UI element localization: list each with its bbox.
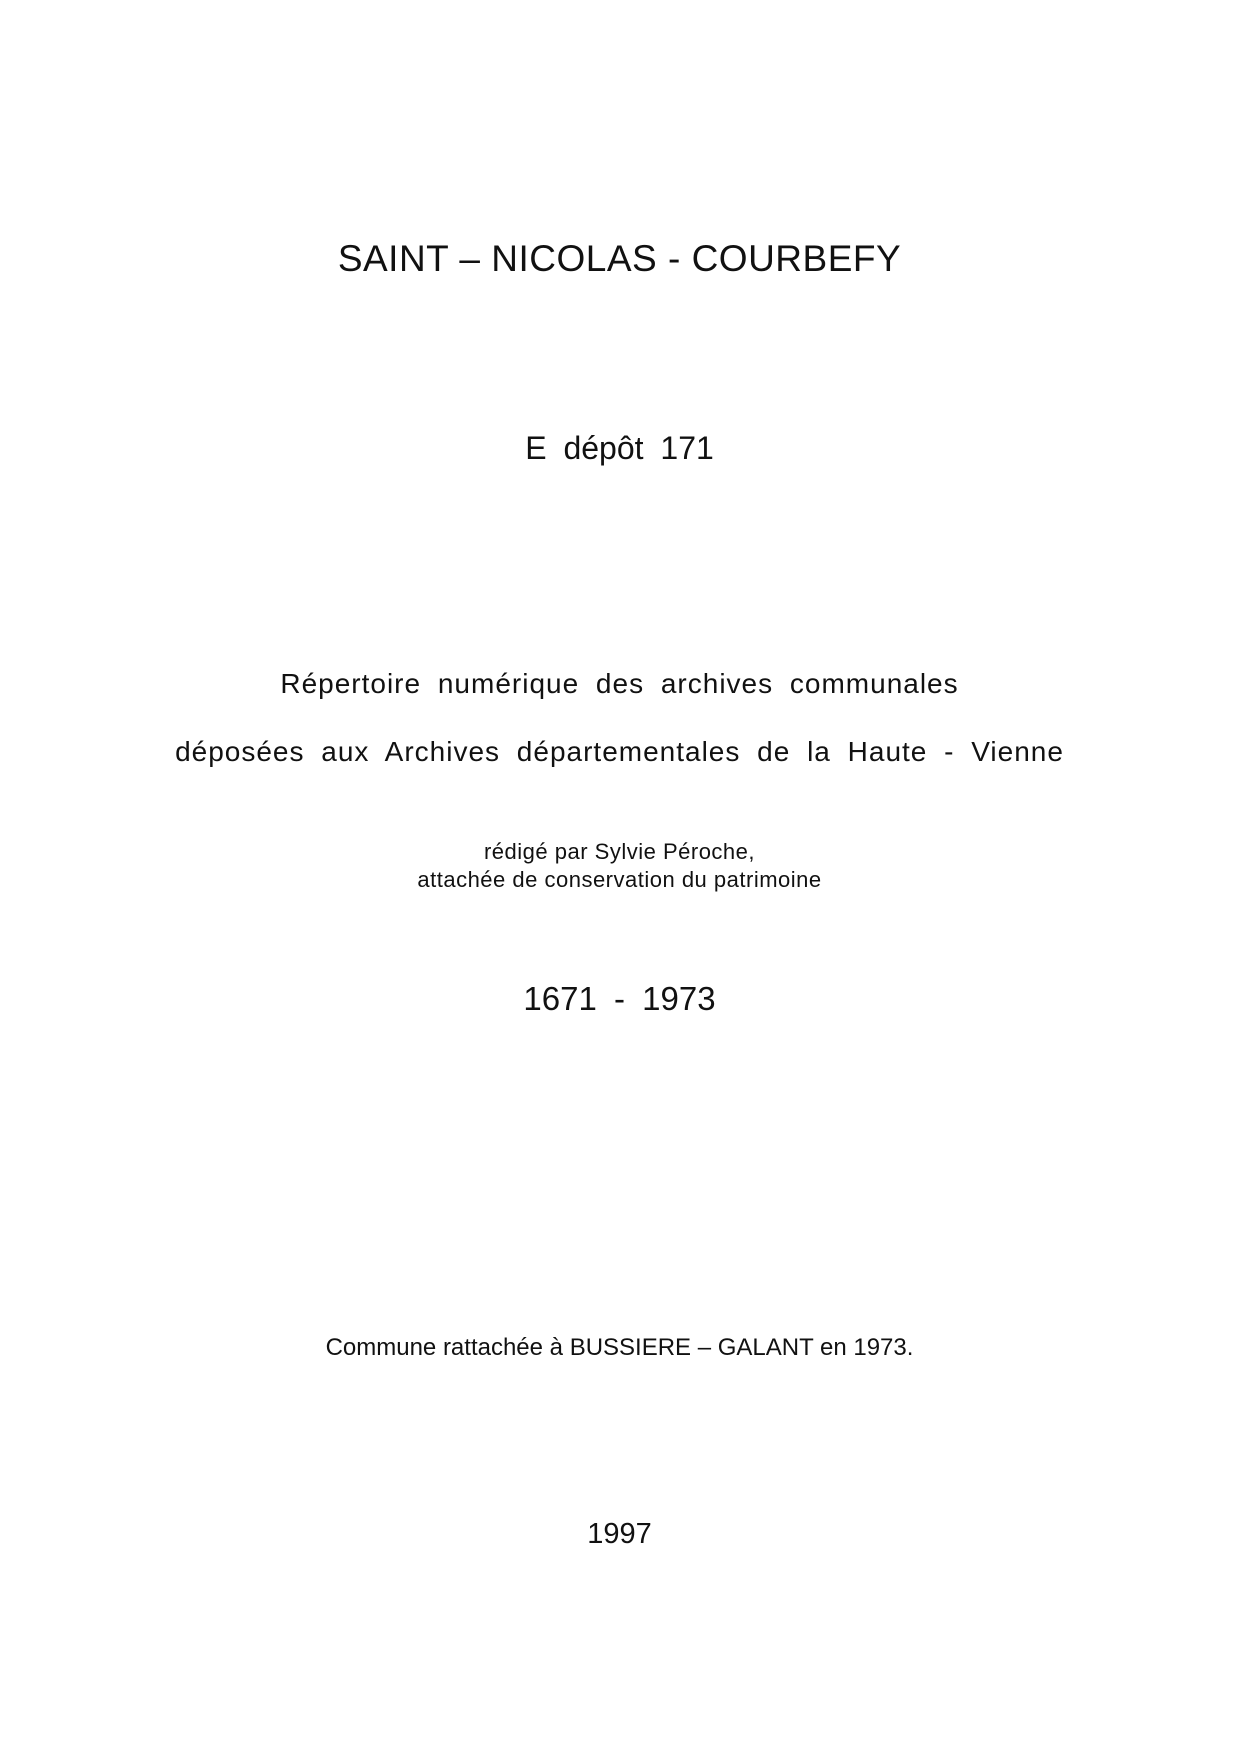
document-title: SAINT – NICOLAS - COURBEFY (337, 238, 902, 279)
commune-note: Commune rattachée à BUSSIERE – GALANT en 1973. (325, 1334, 914, 1361)
author-position: attachée de conservation du patrimoine (417, 867, 822, 892)
description-line-1: Répertoire numérique des archives communales (280, 668, 959, 699)
publication-year: 1997 (587, 1518, 652, 1550)
date-range: 1671 - 1973 (523, 980, 716, 1017)
depot-reference: E dépôt 171 (525, 430, 714, 466)
description-line-2: déposées aux Archives départementales de la Haute - Vienne (175, 736, 1064, 767)
author-line: rédigé par Sylvie Péroche, (483, 839, 756, 864)
